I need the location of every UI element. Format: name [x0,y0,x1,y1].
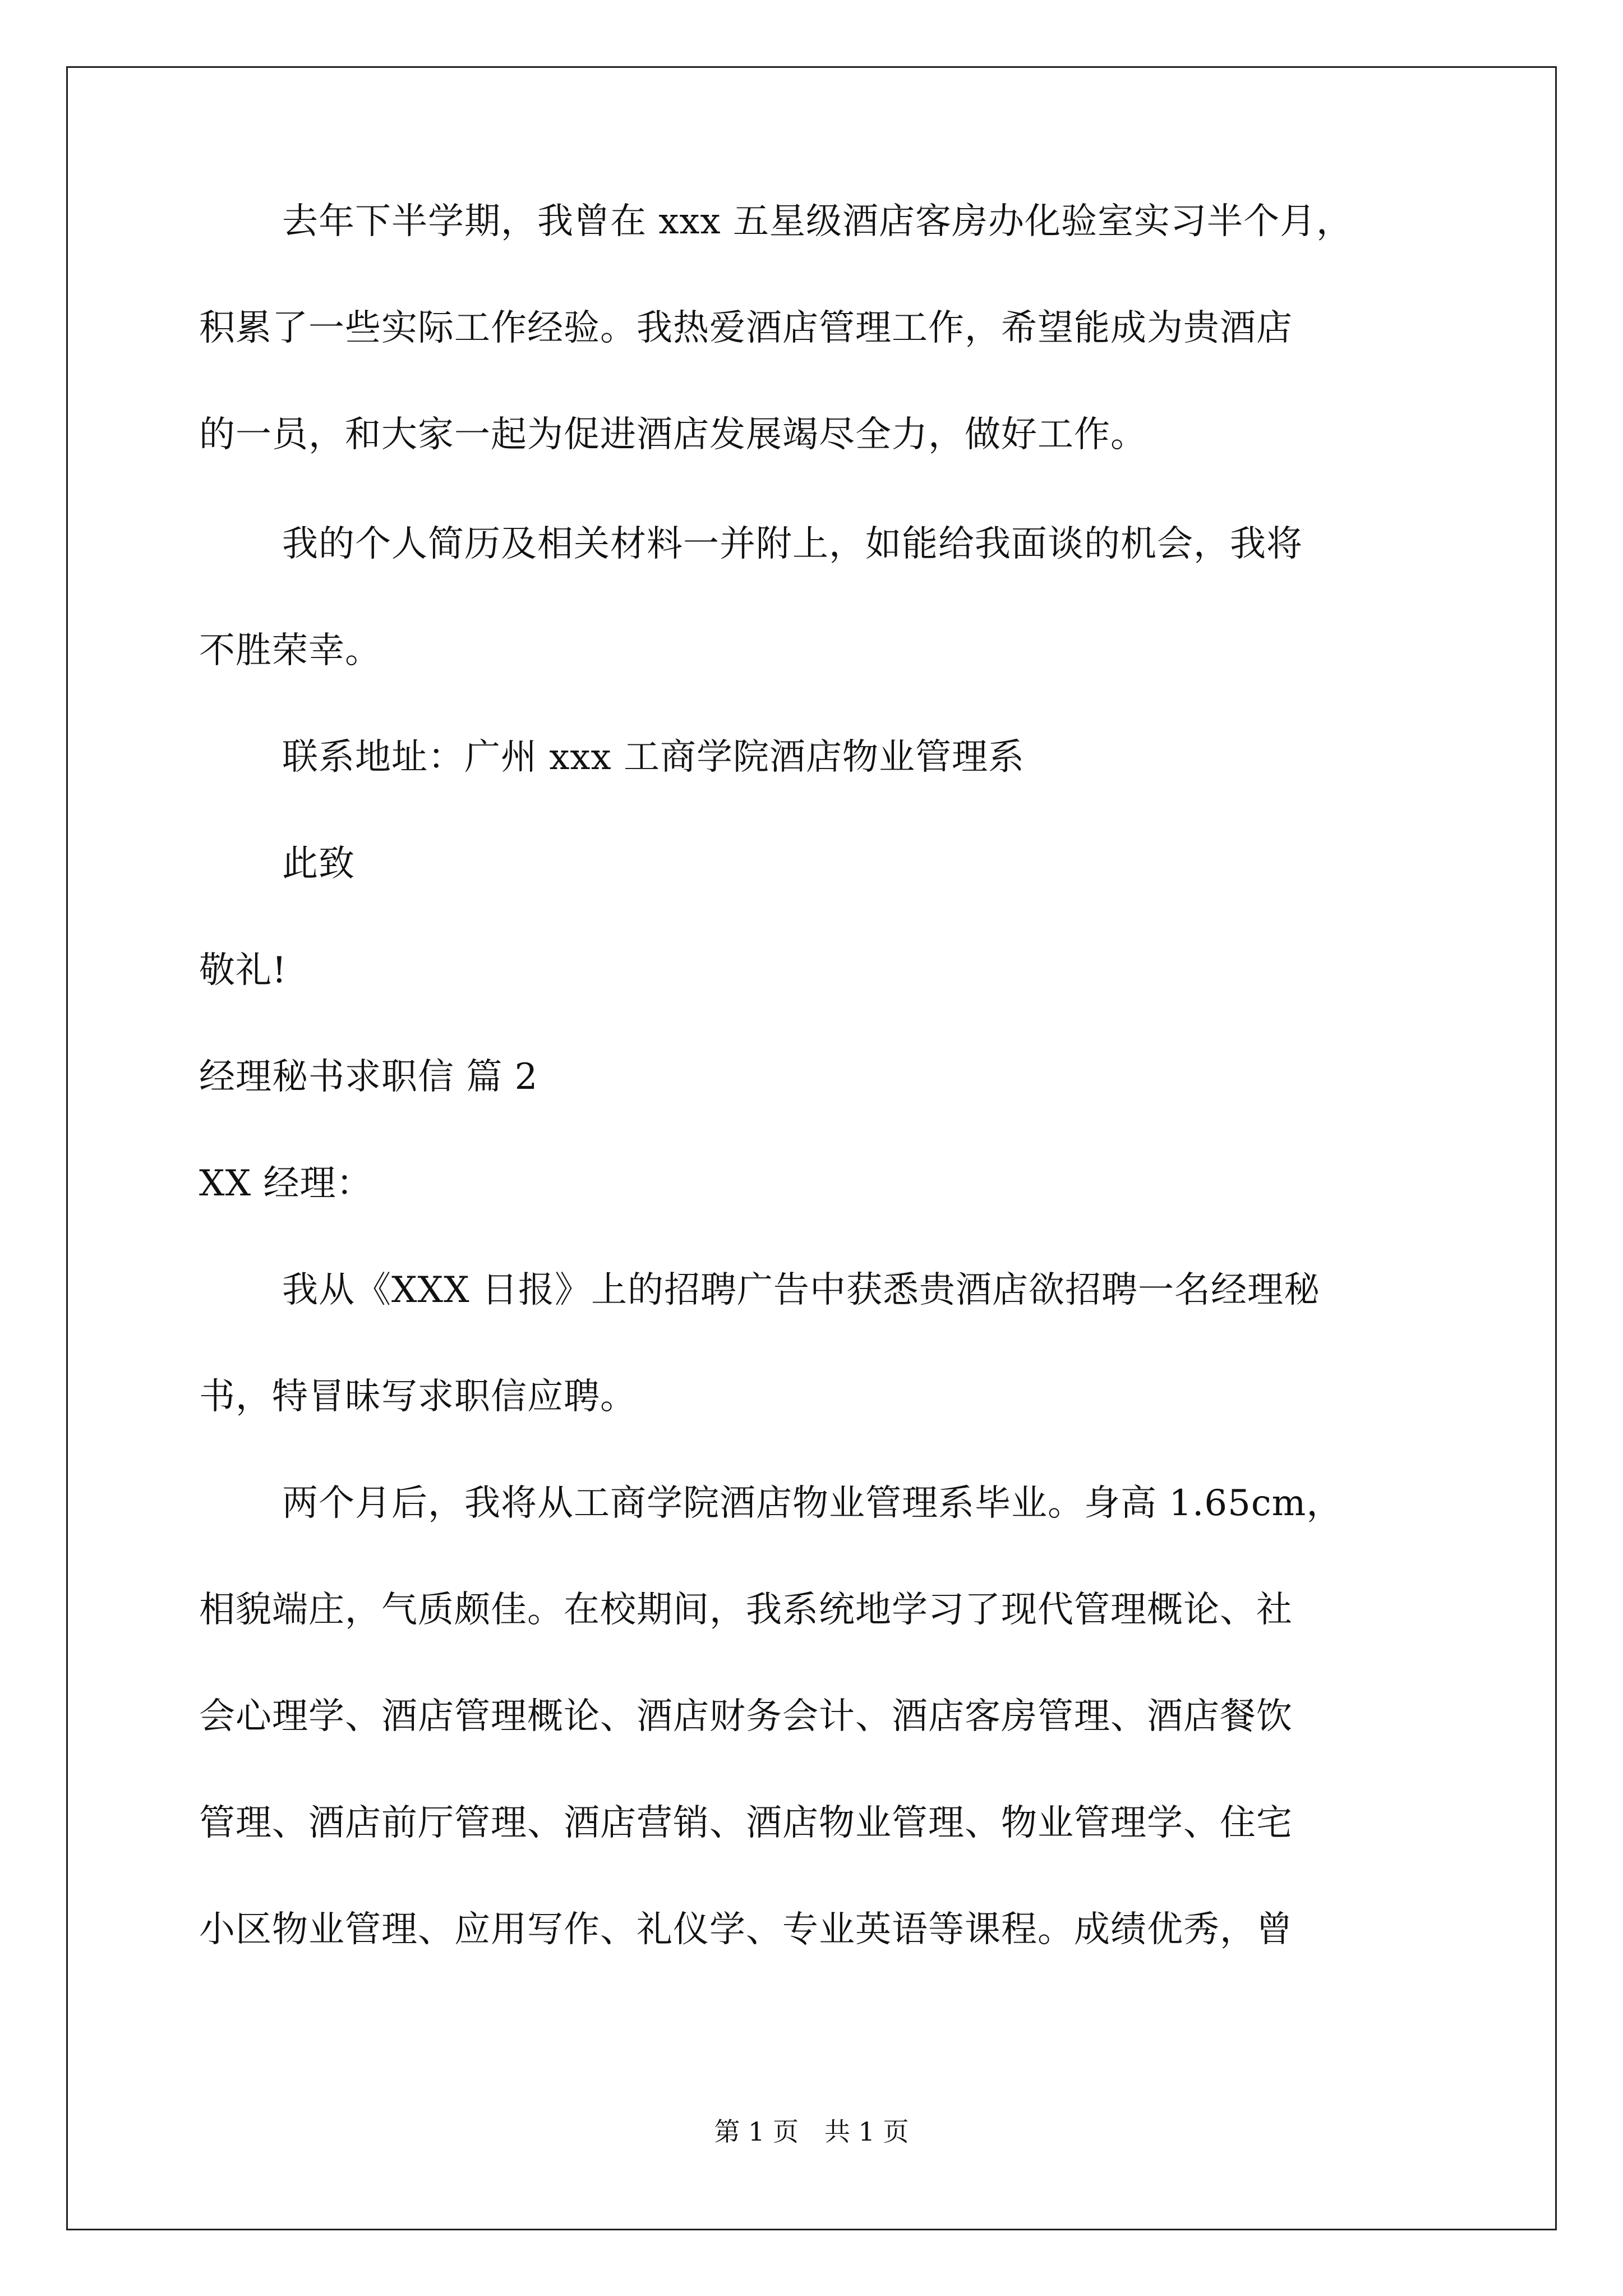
paragraph-line: 的一员，和大家一起为促进酒店发展竭尽全力，做好工作。 [199,414,1147,455]
paragraph-line: 管理、酒店前厅管理、酒店营销、酒店物业管理、物业管理学、住宅 [199,1802,1293,1844]
paragraph-line: 两个月后，我将从工商学院酒店物业管理系毕业。身高 1.65cm， [282,1483,1343,1524]
paragraph-line: 书，特冒昧写求职信应聘。 [199,1376,637,1418]
paragraph-line: 去年下半学期，我曾在 xxx 五星级酒店客房办化验室实习半个月， [282,201,1353,242]
recipient-greeting: XX 经理： [199,1163,373,1204]
paragraph-line: 积累了一些实际工作经验。我热爱酒店管理工作，希望能成为贵酒店 [199,307,1293,349]
paragraph-line: 小区物业管理、应用写作、礼仪学、专业英语等课程。成绩优秀，曾 [199,1909,1293,1950]
paragraph-line: 我从《XXX 日报》上的招聘广告中获悉贵酒店欲招聘一名经理秘 [282,1269,1321,1311]
page-border [66,66,1557,2230]
closing-salutation: 此致 [282,843,355,885]
section-heading: 经理秘书求职信 篇 2 [199,1056,538,1098]
paragraph-line: 相貌端庄，气质颇佳。在校期间，我系统地学习了现代管理概论、社 [199,1589,1293,1631]
paragraph-line: 会心理学、酒店管理概论、酒店财务会计、酒店客房管理、酒店餐饮 [199,1696,1293,1737]
paragraph-line: 我的个人简历及相关材料一并附上，如能给我面谈的机会，我将 [282,523,1303,565]
paragraph-line: 不胜荣幸。 [199,630,381,671]
page-number-footer: 第 1 页 共 1 页 [714,2116,909,2147]
closing-regards: 敬礼! [199,950,287,991]
contact-address: 联系地址：广州 xxx 工商学院酒店物业管理系 [282,737,1025,778]
